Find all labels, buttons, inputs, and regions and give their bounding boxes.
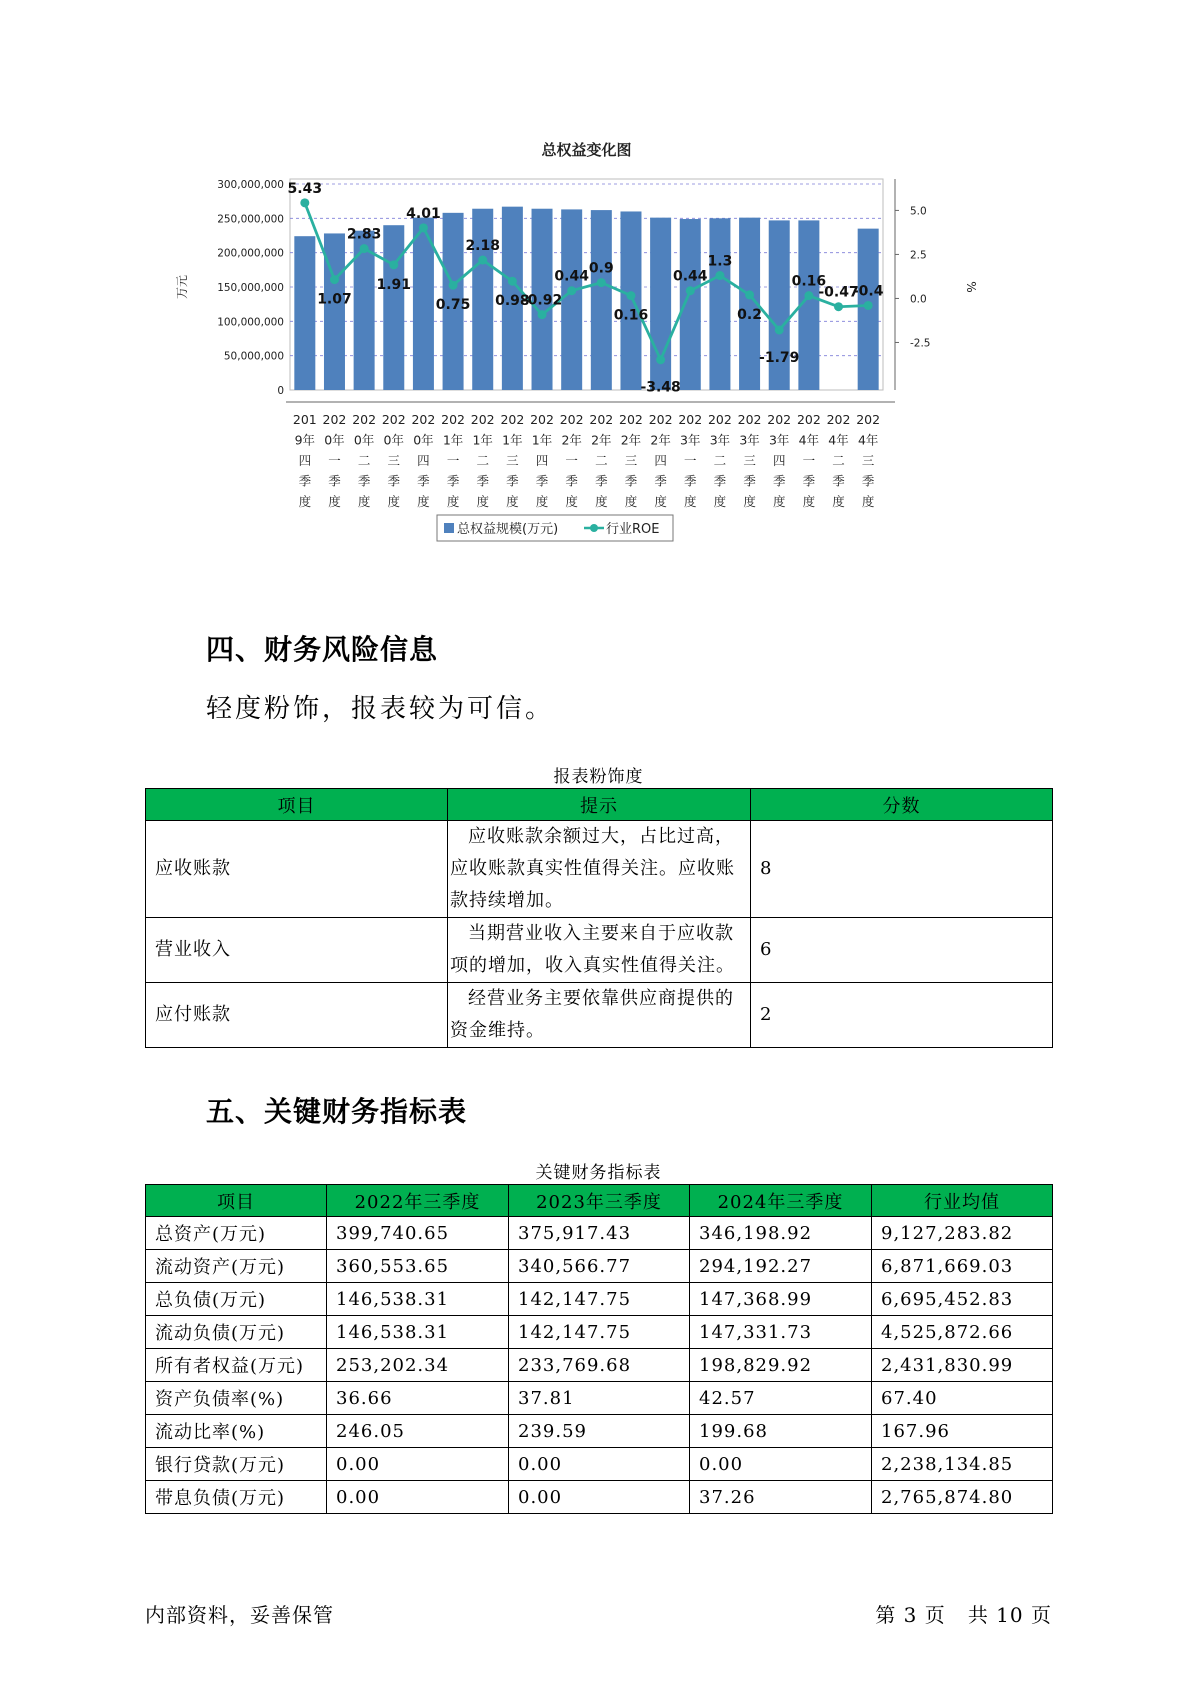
x-tick-label: 二 [476,453,489,468]
x-tick-label: 201 [292,412,317,427]
page-number: 第 3 页 共 10 页 [875,1603,1052,1627]
kpi-value: 67.40 [872,1382,1053,1415]
x-tick-label: 202 [411,412,436,427]
x-tick-label: 0年 [413,432,434,448]
x-tick-label: 一 [446,453,460,468]
legend-line-marker [590,524,598,532]
x-tick-label: 202 [826,412,851,427]
roe-point [804,291,813,300]
kpi-item: 流动资产(万元) [146,1250,327,1283]
x-tick-label: 202 [470,412,495,427]
x-tick-label: 0年 [353,432,375,448]
kpi-item: 总资产(万元) [146,1217,327,1250]
table-row [146,821,1053,918]
x-tick-label: 四 [535,453,549,468]
bar [383,225,404,390]
risk-tip: 当期营业收入主要来自于应收款项的增加，收入真实性值得关注。 [448,918,751,983]
roe-data-label: 4.01 [406,205,441,222]
x-tick-label: 季 [357,473,371,489]
table-row [146,1250,1053,1283]
x-tick-label: 季 [476,473,489,489]
header-cell: 2022年三季度 [327,1185,509,1217]
roe-point [745,290,754,299]
x-tick-label: 202 [707,412,732,427]
roe-point [686,286,695,295]
roe-data-label: 0.75 [435,297,471,314]
kpi-table [145,1184,1053,1514]
kpi-value: 340,566.77 [509,1250,690,1283]
x-tick-label: 度 [417,494,430,509]
roe-point [508,277,517,286]
kpi-value: 146,538.31 [327,1283,509,1316]
roe-point [360,244,369,253]
x-tick-label: 202 [589,412,614,427]
equity-chart [170,140,1030,600]
roe-data-label: 0.2 [737,306,762,323]
kpi-value: 375,917.43 [509,1217,690,1250]
x-tick-label: 202 [530,412,554,427]
table-row [146,1316,1053,1349]
y2-tick-label: 2.5 [910,249,927,262]
header-cell: 分数 [751,789,1053,821]
x-tick-label: 季 [506,473,519,489]
risk-table [145,788,1053,1048]
y-tick-label: 300,000,000 [217,179,284,191]
roe-data-label: 0.9 [588,260,614,277]
x-tick-label: 202 [856,412,881,427]
x-tick-label: 度 [357,494,371,509]
x-tick-label: 季 [832,473,845,489]
roe-data-label: 0.16 [613,307,649,324]
table-row [146,1415,1053,1448]
kpi-value: 239.59 [509,1415,690,1448]
x-tick-label: 季 [328,473,341,489]
header-cell: 项目 [146,789,448,821]
legend-line-label: 行业ROE [606,522,660,537]
bar [561,209,582,390]
table-row [146,1382,1053,1415]
x-tick-label: 202 [352,412,377,427]
table-row [146,983,1053,1048]
section5-title: 五、关键财务指标表 [206,1095,468,1128]
kpi-value: 246.05 [327,1415,509,1448]
x-tick-label: 度 [654,494,667,509]
x-tick-label: 202 [767,412,792,427]
y-tick-label: 100,000,000 [217,316,284,329]
x-tick-label: 季 [802,473,816,489]
x-tick-label: 4年 [857,432,879,448]
kpi-table-header [146,1185,1053,1217]
table-row [146,1349,1053,1382]
roe-data-label: 0.44 [554,268,589,285]
x-tick-label: 3年 [709,432,731,448]
x-tick-label: 度 [684,494,697,509]
x-tick-label: 度 [446,494,460,509]
x-tick-label: 三 [624,453,638,468]
x-tick-label: 202 [678,412,703,427]
risk-score: 6 [751,918,1053,983]
x-tick-label: 202 [648,412,673,427]
x-tick-label: 季 [298,473,312,489]
kpi-value: 294,192.27 [690,1250,872,1283]
roe-point [449,281,458,290]
table-row [146,918,1053,983]
roe-point [330,275,339,284]
roe-point [567,286,576,295]
risk-table-caption: 报表粉饰度 [553,767,644,787]
risk-score: 2 [751,983,1053,1048]
table-row [146,1217,1053,1250]
x-tick-label: 0年 [383,432,405,448]
kpi-value: 36.66 [327,1382,509,1415]
x-tick-label: 202 [559,412,584,427]
risk-tip: 应收账款余额过大，占比过高，应收账款真实性值得关注。应收账款持续增加。 [448,821,751,918]
x-tick-label: 度 [565,494,578,509]
y-tick-label: 250,000,000 [217,213,284,226]
header-cell: 提示 [448,789,751,821]
kpi-table-caption: 关键财务指标表 [535,1163,662,1183]
roe-data-label: 0.98 [495,293,530,310]
x-tick-label: 4年 [798,432,820,448]
x-tick-label: 度 [298,494,312,509]
x-tick-label: 202 [796,412,821,427]
kpi-item: 银行贷款(万元) [146,1448,327,1481]
y-tick-label: 0 [277,385,284,397]
x-tick-label: 度 [743,494,756,509]
roe-data-label: -0.92 [521,292,563,309]
y-tick-label: 150,000,000 [217,282,284,294]
x-tick-label: 度 [506,494,519,509]
kpi-item: 资产负债率(%) [146,1382,327,1415]
table-row [146,1481,1053,1514]
roe-data-label: 2.18 [465,238,500,255]
x-tick-label: 四 [654,453,667,468]
risk-tip: 经营业务主要依靠供应商提供的资金维持。 [448,983,751,1048]
x-tick-label: 度 [476,494,489,509]
legend-bar-swatch [444,523,454,533]
kpi-value: 0.00 [509,1481,690,1514]
kpi-value: 0.00 [327,1448,509,1481]
header-cell: 项目 [146,1185,327,1217]
roe-point [834,302,843,311]
kpi-value: 142,147.75 [509,1316,690,1349]
kpi-value: 0.00 [327,1481,509,1514]
kpi-value: 199.68 [690,1415,872,1448]
kpi-value: 399,740.65 [327,1217,509,1250]
roe-point [389,260,398,269]
x-tick-label: 202 [500,412,525,427]
roe-data-label: 1.07 [317,291,352,308]
x-tick-label: 季 [624,473,638,489]
x-tick-label: 2年 [620,432,642,448]
risk-item: 应收账款 [146,821,448,918]
kpi-value: 198,829.92 [690,1349,872,1382]
x-tick-label: 三 [861,453,875,468]
x-tick-label: 202 [619,412,643,427]
roe-point [715,271,724,280]
y-axis-label: 万元 [175,274,189,300]
x-tick-label: 1年 [442,432,464,448]
kpi-value: 360,553.65 [327,1250,509,1283]
x-tick-label: 二 [595,453,608,468]
x-tick-label: 度 [713,494,727,509]
header-cell: 行业均值 [872,1185,1053,1217]
kpi-value: 2,431,830.99 [872,1349,1053,1382]
legend-bar-label: 总权益规模(万元) [457,522,559,537]
kpi-value: 346,198.92 [690,1217,872,1250]
x-tick-label: 1年 [502,432,523,448]
x-tick-label: 3年 [680,432,701,448]
x-tick-label: 季 [417,473,430,489]
x-tick-label: 2年 [591,432,612,448]
roe-point [656,355,665,364]
x-tick-label: 季 [861,473,875,489]
x-tick-label: 季 [713,473,727,489]
chart-title: 总权益变化图 [541,141,632,159]
x-tick-label: 度 [387,494,401,509]
roe-point [626,291,635,300]
equity-chart-svg [170,140,1030,600]
x-tick-label: 一 [802,453,816,468]
x-tick-label: 度 [328,494,341,509]
x-tick-label: 度 [832,494,845,509]
roe-point [775,325,784,334]
roe-data-label: 5.43 [287,180,323,197]
y2-tick-label: 0.0 [910,293,927,306]
risk-item: 营业收入 [146,918,448,983]
roe-data-label: 0.44 [673,268,708,285]
kpi-value: 9,127,283.82 [872,1217,1053,1250]
kpi-value: 2,765,874.80 [872,1481,1053,1514]
bar [620,211,641,390]
roe-point [300,198,309,207]
x-tick-label: 二 [713,453,727,468]
x-tick-label: 季 [684,473,697,489]
x-tick-label: 0年 [324,432,345,448]
x-tick-label: 季 [654,473,667,489]
x-tick-label: 度 [535,494,549,509]
risk-item: 应付账款 [146,983,448,1048]
table-row [146,1448,1053,1481]
x-tick-label: 1年 [531,432,553,448]
y-tick-label: 200,000,000 [217,247,284,260]
x-tick-label: 三 [387,453,401,468]
kpi-value: 37.26 [690,1481,872,1514]
x-tick-label: 2年 [650,432,671,448]
kpi-item: 所有者权益(万元) [146,1349,327,1382]
x-tick-label: 202 [441,412,466,427]
x-tick-label: 度 [595,494,608,509]
roe-data-label: 0.16 [791,273,827,290]
roe-point [864,301,873,310]
kpi-value: 233,769.68 [509,1349,690,1382]
y2-tick-label: -2.5 [910,337,931,350]
x-tick-label: 三 [506,453,519,468]
footer-confidential: 内部资料，妥善保管 [145,1603,334,1627]
kpi-value: 4,525,872.66 [872,1316,1053,1349]
x-tick-label: 一 [565,453,578,468]
roe-data-label: -1.79 [759,349,800,366]
kpi-value: 147,331.73 [690,1316,872,1349]
bar [588,210,614,390]
x-tick-label: 季 [446,473,460,489]
risk-summary: 轻度粉饰，报表较为可信。 [206,694,555,724]
y2-axis-label: % [964,281,978,293]
header-cell: 2024年三季度 [690,1185,872,1217]
kpi-value: 142,147.75 [509,1283,690,1316]
x-tick-label: 度 [802,494,816,509]
kpi-value: 6,871,669.03 [872,1250,1053,1283]
y-tick-label: 50,000,000 [223,350,284,363]
x-tick-label: 季 [743,473,756,489]
x-tick-label: 季 [387,473,401,489]
roe-point [597,278,606,287]
kpi-item: 流动比率(%) [146,1415,327,1448]
bar [472,209,493,390]
x-tick-label: 季 [565,473,578,489]
x-tick-label: 季 [595,473,608,489]
roe-data-label: -0.47 [818,284,859,301]
x-tick-label: 三 [743,453,756,468]
x-tick-label: 度 [861,494,875,509]
roe-point [538,310,547,319]
kpi-value: 0.00 [690,1448,872,1481]
x-tick-label: 1年 [472,432,493,448]
roe-point [419,223,428,232]
roe-data-label: -3.48 [640,379,681,396]
y2-tick-label: 5.0 [910,205,927,218]
kpi-value: 167.96 [872,1415,1053,1448]
x-tick-label: 202 [322,412,347,427]
kpi-value: 147,368.99 [690,1283,872,1316]
kpi-value: 6,695,452.83 [872,1283,1053,1316]
x-tick-label: 一 [328,453,341,468]
header-cell: 2023年三季度 [509,1185,690,1217]
x-tick-label: 一 [684,453,697,468]
x-tick-label: 季 [772,473,786,489]
x-tick-label: 二 [832,453,845,468]
x-tick-label: 四 [298,453,312,468]
risk-score: 8 [751,821,1053,918]
kpi-item: 带息负债(万元) [146,1481,327,1514]
x-tick-label: 二 [357,453,371,468]
x-tick-label: 度 [624,494,638,509]
x-tick-label: 四 [772,453,786,468]
roe-data-label: 1.3 [707,253,733,270]
table-row [146,1283,1053,1316]
kpi-item: 流动负债(万元) [146,1316,327,1349]
x-tick-label: 季 [535,473,549,489]
kpi-value: 42.57 [690,1382,872,1415]
kpi-item: 总负债(万元) [146,1283,327,1316]
risk-table-header [146,789,1053,821]
roe-data-label: -0.4 [852,283,884,300]
roe-data-label: 2.83 [346,226,382,243]
kpi-value: 37.81 [509,1382,690,1415]
x-tick-label: 3年 [768,432,790,448]
x-tick-label: 4年 [828,432,849,448]
x-tick-label: 9年 [294,432,316,448]
kpi-value: 0.00 [509,1448,690,1481]
x-tick-label: 3年 [739,432,760,448]
kpi-value: 2,238,134.85 [872,1448,1053,1481]
section4-title: 四、财务风险信息 [206,633,439,666]
bar [709,218,730,390]
kpi-value: 253,202.34 [327,1349,509,1382]
x-tick-label: 四 [417,453,430,468]
x-tick-label: 202 [381,412,406,427]
kpi-value: 146,538.31 [327,1316,509,1349]
roe-point [478,256,487,265]
x-tick-label: 度 [772,494,786,509]
bar [294,236,315,390]
x-tick-label: 202 [737,412,762,427]
roe-data-label: 1.91 [376,276,412,293]
x-tick-label: 2年 [561,432,582,448]
